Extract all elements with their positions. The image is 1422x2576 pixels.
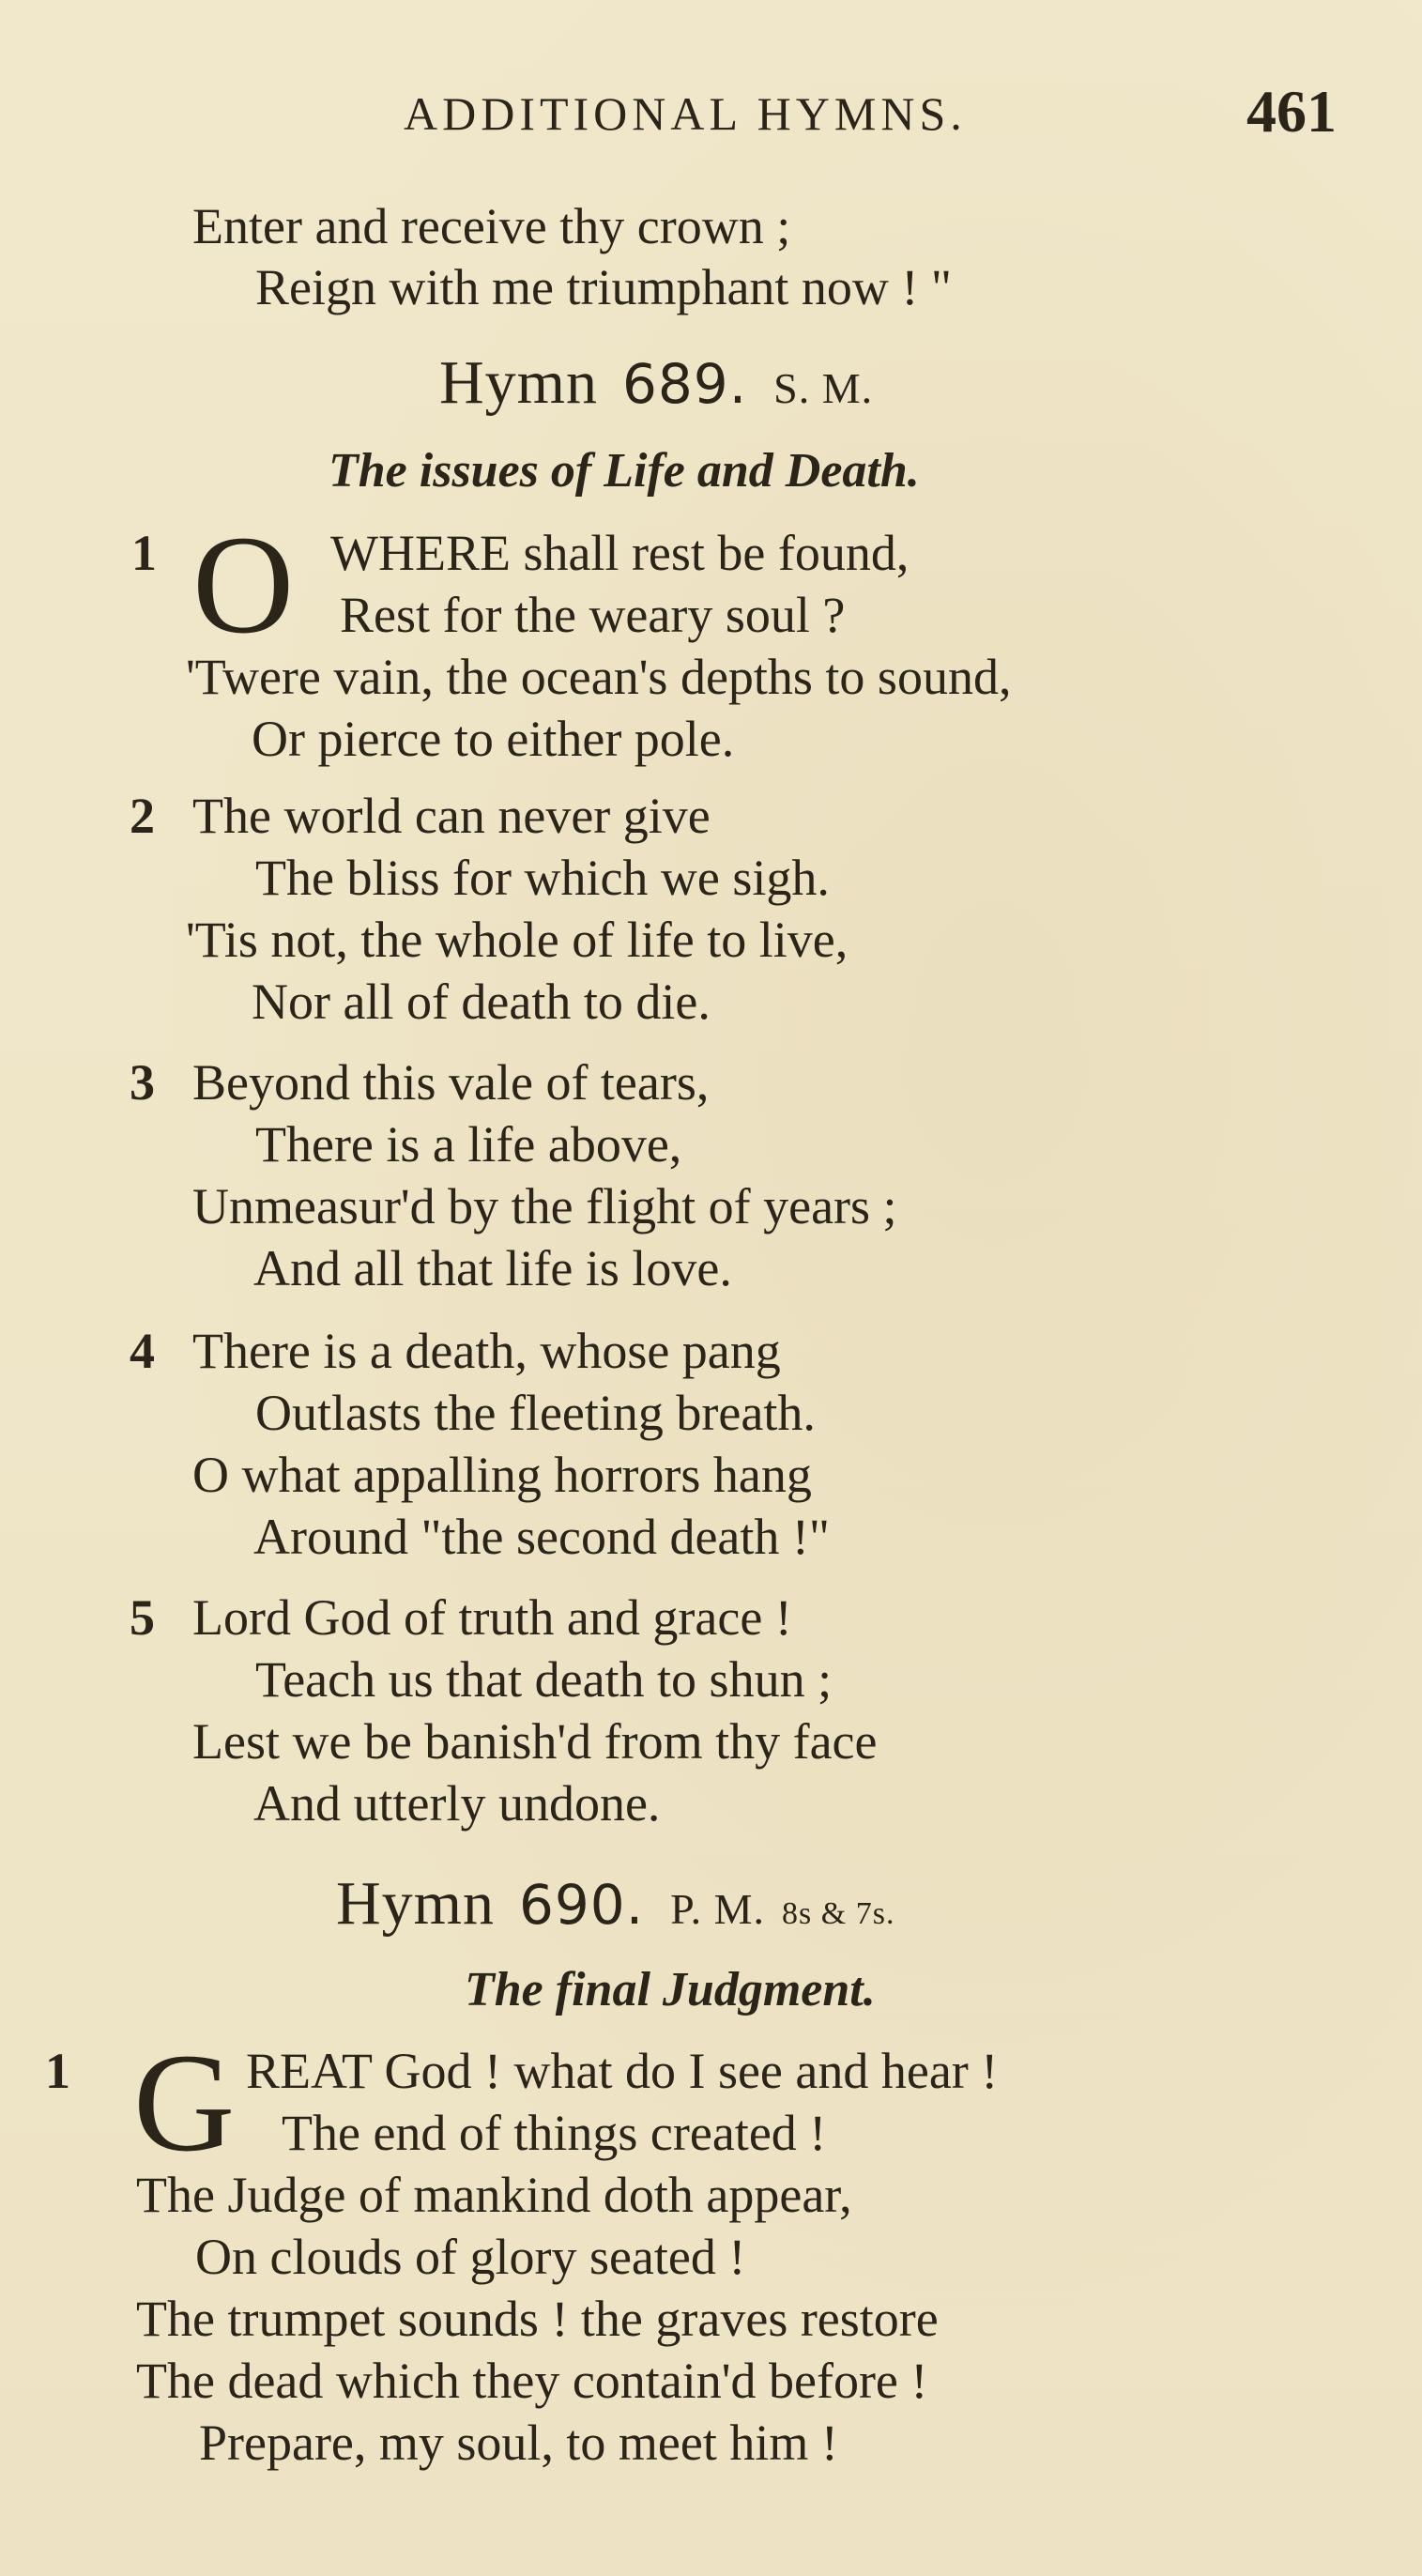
running-head: ADDITIONAL HYMNS.	[404, 87, 967, 140]
verse-line: Prepare, my soul, to meet him !	[199, 2415, 838, 2471]
verse-line: Around "the second death !"	[253, 1509, 830, 1565]
stanza-number: 1	[131, 525, 157, 581]
verse-line: And all that life is love.	[253, 1240, 732, 1296]
verse-line: Nor all of death to die.	[252, 974, 711, 1030]
verse-line: 'Tis not, the whole of life to live,	[186, 912, 849, 968]
verse-line: The dead which they contain'd before !	[136, 2353, 928, 2409]
verse-line: The world can never give	[192, 788, 711, 844]
hymn-subtitle: The final Judgment.	[465, 1963, 876, 2016]
verse-line: Unmeasur'd by the flight of years ;	[192, 1178, 897, 1234]
verse-line: Outlasts the fleeting breath.	[255, 1385, 816, 1441]
verse-line: Lord God of truth and grace !	[192, 1589, 792, 1646]
verse-line: REAT God ! what do I see and hear !	[246, 2043, 999, 2099]
stanza-number: 5	[130, 1589, 155, 1646]
verse-line: Rest for the weary soul ?	[340, 587, 846, 643]
verse-line: The Judge of mankind doth appear,	[136, 2167, 852, 2223]
verse-line: The end of things created !	[282, 2105, 827, 2161]
carryover-line: Reign with me triumphant now ! "	[255, 259, 952, 315]
stanza-number: 3	[130, 1054, 155, 1111]
hymn-subtitle: The issues of Life and Death.	[329, 444, 920, 498]
verse-line: O what appalling horrors hang	[192, 1447, 812, 1503]
hymn-word: Hymn	[439, 348, 598, 417]
verse-line: The trumpet sounds ! the graves restore	[136, 2291, 939, 2347]
verse-line: Or pierce to either pole.	[252, 711, 735, 767]
page-number: 461	[1246, 78, 1337, 145]
hymn-word: Hymn	[336, 1869, 495, 1938]
hymn-meter: P. M.	[670, 1885, 766, 1933]
hymn-meter-detail: 8s & 7s.	[782, 1896, 895, 1931]
hymn-number: 689.	[622, 352, 748, 416]
hymn-heading	[336, 1868, 894, 1940]
hymn-meter: S. M.	[773, 364, 874, 412]
verse-line: On clouds of glory seated !	[195, 2229, 746, 2285]
hymn-heading	[439, 347, 873, 419]
carryover-line: Enter and receive thy crown ;	[192, 198, 791, 254]
verse-line: Lest we be banish'd from thy face	[192, 1713, 878, 1770]
hymn-number: 690.	[519, 1873, 645, 1937]
verse-line: Teach us that death to shun ;	[255, 1651, 833, 1708]
verse-line: There is a death, whose pang	[192, 1323, 781, 1379]
drop-cap: G	[133, 2025, 236, 2181]
verse-line: There is a life above,	[255, 1116, 682, 1173]
verse-line: 'Twere vain, the ocean's depths to sound,	[186, 649, 1012, 705]
verse-line: The bliss for which we sigh.	[255, 850, 830, 906]
verse-line: And utterly undone.	[253, 1775, 661, 1832]
verse-line: WHERE shall rest be found,	[330, 525, 910, 581]
stanza-number: 4	[130, 1323, 155, 1379]
stanza-number: 2	[130, 788, 155, 844]
verse-line: Beyond this vale of tears,	[192, 1054, 710, 1111]
drop-cap: O	[192, 507, 295, 663]
stanza-number: 1	[45, 2043, 70, 2099]
